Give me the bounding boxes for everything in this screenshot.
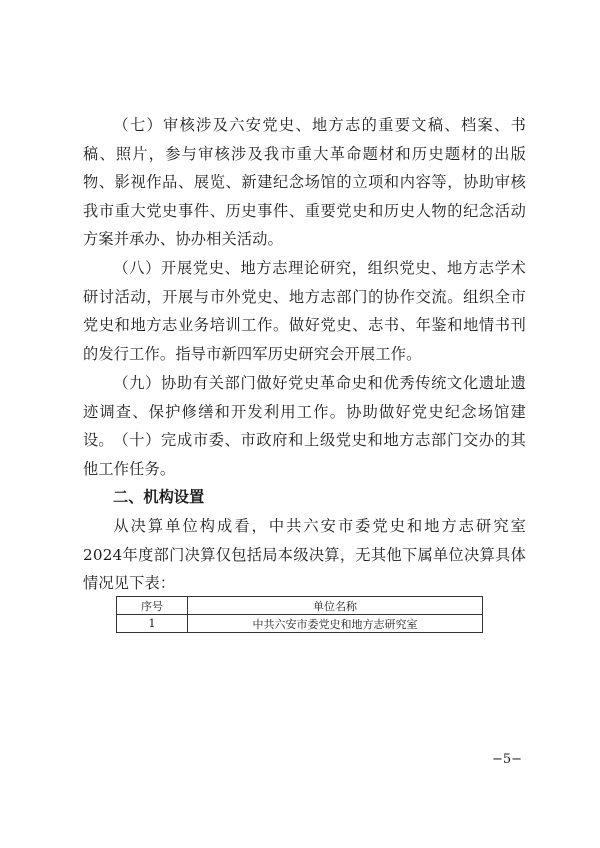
section-intro-paragraph: 从决算单位构成看，中共六安市委党史和地方志研究室 2024年度部门决算仅包括局本级决算，无其他下属单位决算具体情况见下表：	[83, 517, 526, 593]
table-header-row	[117, 597, 483, 615]
table-cell-unit: 中共六安市委党史和地方志研究室	[188, 615, 483, 633]
paragraph-item-7: （七）审核涉及六安党史、地方志的重要文稿、档案、书稿、照片，参与审核涉及我市重大革命题材和历史题材的出版物、影视作品、展览、新建纪念场馆的立项和内容等，协助审核我市重大党史事件、历史事件、重要党史和历史人物的纪念活动方案并承办、协办相关活动。	[83, 116, 526, 249]
paragraph-item-10: （十）完成市委、市政府和上级党史和地方志部门交办的其他工作任务。	[83, 431, 526, 478]
table-cell-seq: 1	[117, 615, 188, 633]
page-number: −5−	[491, 752, 522, 767]
section-heading: 二、机构设置	[113, 488, 205, 506]
paragraph-item-8: （八）开展党史、地方志理论研究，组织党史、地方志学术研讨活动，开展与市外党史、地方志部门的协作交流。组织全市党史和地方志业务培训工作。做好党史、志书、年鉴和地情书刊的发行工作。指导市新四军历史研究会开展工作。	[83, 259, 526, 363]
table-header-unit: 单位名称	[188, 597, 483, 615]
paragraph-item-9: （九）协助有关部门做好党史革命史和优秀传统文化遗址遗迹调查、保护修缮和开发利用工作。协助做好党史纪念场馆建设。	[83, 374, 526, 450]
table-header-seq: 序号	[117, 597, 188, 615]
table-row	[117, 615, 483, 633]
unit-table	[116, 596, 483, 633]
